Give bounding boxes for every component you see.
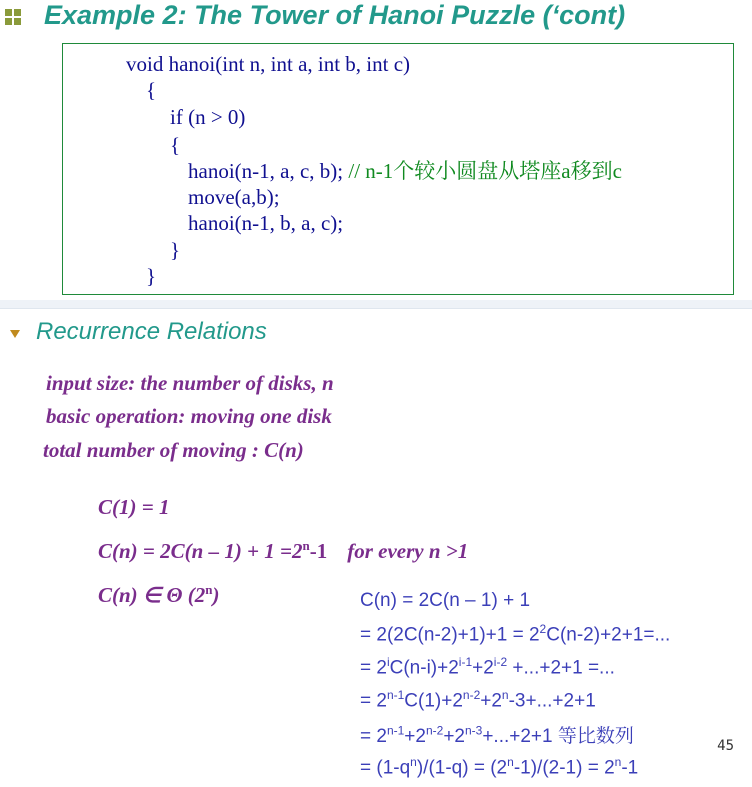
code-line-open-brace: { — [146, 78, 157, 102]
formula-theta-close: ) — [212, 583, 220, 607]
code-line-first-call — [188, 159, 622, 183]
d5a: = 2 — [360, 726, 387, 747]
formula-recurrence — [98, 538, 468, 564]
d6b: )/(1-q) = (2 — [416, 757, 508, 779]
basic-operation-text: basic operation: moving one disk — [46, 404, 332, 428]
d2b: C(n-2)+2+1=... — [546, 624, 671, 646]
d4s1: n-1 — [386, 688, 405, 702]
subheading-bullet-icon — [10, 330, 20, 338]
d6d: -1 — [621, 757, 639, 779]
d6s2: n — [507, 755, 514, 769]
d3d: +...+2+1 =... — [507, 657, 615, 679]
d5s2: n-2 — [425, 723, 444, 738]
derivation-line-2 — [360, 622, 670, 646]
d3a: = 2 — [360, 657, 387, 679]
d3s2: i-1 — [458, 655, 473, 669]
formula-rec-main: C(n) = 2C(n – 1) + 1 =2 — [98, 539, 303, 563]
d2a: = 2(2C(n-2)+1)+1 = 2 — [360, 624, 540, 646]
slide-title: Example 2: The Tower of Hanoi Puzzle (‘cont) — [44, 0, 626, 30]
d4a: = 2 — [360, 690, 387, 712]
formula-base-text: C(1) = 1 — [98, 495, 170, 519]
formula-theta-exponent: n — [205, 582, 213, 597]
input-size-text: input size: the number of disks, n — [46, 371, 334, 395]
d5s1: n-1 — [386, 723, 405, 738]
d5d: +...+2+1 等比数列 — [482, 726, 634, 747]
d3s3: i-2 — [493, 655, 508, 669]
code-line-move: move(a,b); — [188, 185, 280, 209]
d4d: -3+...+2+1 — [508, 690, 596, 712]
code-line-inner-close-brace: } — [170, 238, 181, 262]
d6s1: n — [410, 755, 417, 769]
derivation-line-1: C(n) = 2C(n – 1) + 1 — [360, 590, 531, 611]
d5c: +2 — [443, 726, 465, 747]
derivation-line-3 — [360, 655, 615, 679]
formula-rec-note: for every n >1 — [347, 539, 469, 563]
code-comment: // n-1个较小圆盘从塔座a移到c — [348, 159, 622, 183]
d6c: -1)/(2-1) = 2 — [513, 757, 615, 779]
derivation-line-5 — [360, 721, 634, 748]
d3b: C(n-i)+2 — [389, 657, 459, 679]
d3c: +2 — [472, 657, 494, 679]
page-number: 45 — [717, 738, 734, 754]
formula-base — [98, 495, 169, 520]
formula-rec-exponent: n — [302, 538, 310, 553]
formula-theta — [98, 582, 219, 608]
d4b: C(1)+2 — [404, 690, 463, 712]
d3s1: i — [386, 655, 390, 669]
subheading: Recurrence Relations — [36, 318, 267, 345]
formula-theta-main: C(n) ∈ Θ (2 — [98, 583, 206, 607]
formula-rec-tail: -1 — [309, 539, 328, 563]
code-line-signature: void hanoi(int n, int a, int b, int c) — [126, 52, 411, 76]
d5s3: n-3 — [464, 723, 483, 738]
d2s: 2 — [539, 622, 547, 636]
d6a: = (1-q — [360, 757, 411, 779]
code-line-inner-open-brace: { — [170, 133, 181, 157]
code-line-if: if (n > 0) — [170, 105, 246, 129]
d5b: +2 — [404, 726, 426, 747]
total-moving-text: total number of moving : C(n) — [43, 438, 304, 462]
code-line-second-call: hanoi(n-1, b, a, c); — [188, 211, 344, 235]
derivation-line-4 — [360, 688, 596, 712]
derivation-line-6 — [360, 755, 638, 779]
d4s2: n-2 — [462, 688, 481, 702]
code-first-call: hanoi(n-1, a, c, b); — [188, 159, 349, 183]
code-line-close-brace: } — [146, 264, 157, 288]
d4s3: n — [501, 688, 509, 702]
d6s3: n — [614, 755, 622, 769]
d4c: +2 — [480, 690, 502, 712]
title-bullet-icon — [5, 9, 21, 25]
slide-separator — [0, 300, 752, 308]
